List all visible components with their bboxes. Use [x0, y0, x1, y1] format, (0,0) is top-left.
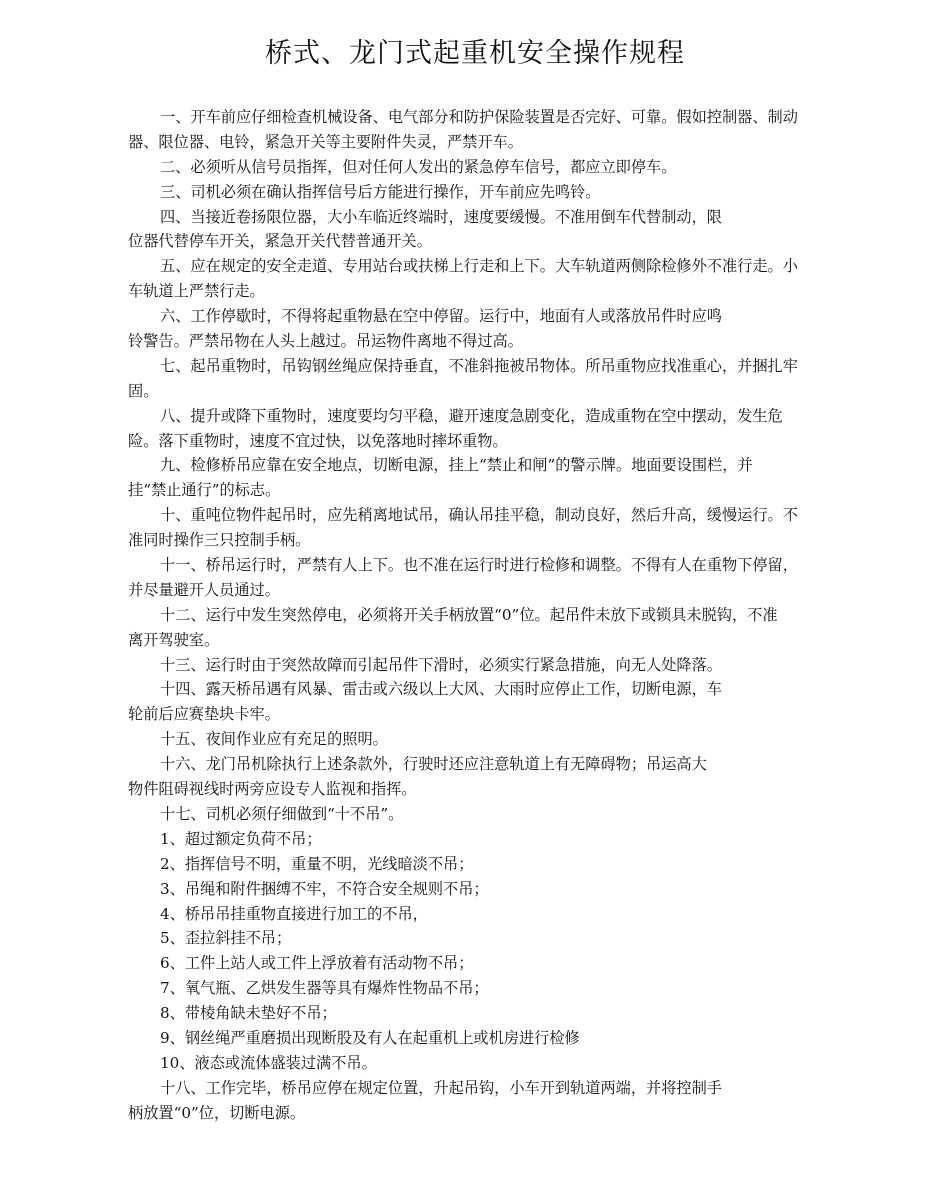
paragraph-line: 一、开车前应仔细检查机械设备、电气部分和防护保险装置是否完好、可靠。假如控制器、制动: [160, 108, 798, 126]
document-body: [128, 105, 908, 1126]
paragraph-line: 车轨道上严禁行走。: [128, 282, 265, 301]
paragraph-line: 四、当接近卷扬限位器，大小车临近终端时，速度要缓慢。不准用倒车代替制动，限: [160, 207, 722, 226]
paragraph-line: 五、应在规定的安全走道、专用站台或扶梯上行走和上下。大车轨道两侧除检修外不准行走。小: [160, 257, 798, 276]
paragraph-line: 八、提升或降下重物时，速度要均匀平稳，避开速度急剧变化，造成重物在空中摆动，发生危: [160, 406, 783, 425]
list-item: 10、液态或流体盛装过满不吊。: [160, 1053, 377, 1072]
paragraph-line: 铃警告。严禁吊物在人头上越过。吊运物件离地不得过高。: [128, 332, 523, 351]
paragraph-line: 器、限位器、电铃，紧急开关等主要附件失灵，严禁开车。: [128, 132, 523, 151]
paragraph-line: 十、重吨位物件起吊时，应先稍离地试吊，确认吊挂平稳，制动良好，然后升高，缓慢运行。不: [160, 506, 798, 525]
list-item: 5、歪拉斜挂不吊；: [160, 929, 292, 948]
paragraph-line: 十二、运行中发生突然停电，必须将开关手柄放置“0”位。起吊件未放下或锁具未脱钩，不准: [160, 605, 778, 624]
paragraph-line: 十四、露天桥吊遇有风暴、雷击或六级以上大风、大雨时应停止工作，切断电源，车: [160, 680, 722, 699]
list-item: 2、指挥信号不明，重量不明，光线暗淡不吊；: [160, 854, 474, 873]
paragraph-line: 十七、司机必须仔细做到“十不吊”。: [160, 804, 404, 823]
paragraph-line: 十三、运行时由于突然故障而引起吊件下滑时，必须实行紧急措施，向无人处降落。: [160, 655, 722, 674]
list-item: 4、桥吊吊挂重物直接进行加工的不吊，: [160, 904, 428, 923]
paragraph-line: 离开驾驶室。: [128, 630, 220, 649]
paragraph-line: 准同时操作三只控制手柄。: [128, 531, 311, 550]
paragraph-line: 十六、龙门吊机除执行上述条款外，行驶时还应注意轨道上有无障碍物；吊运高大: [160, 755, 707, 774]
paragraph-line: 十八、工作完毕，桥吊应停在规定位置，升起吊钩，小车开到轨道两端，并将控制手: [160, 1078, 722, 1097]
list-item: 3、吊绳和附件捆缚不牢，不符合安全规则不吊；: [160, 879, 489, 898]
paragraph-line: 二、必须听从信号员指挥，但对任何人发出的紧急停车信号，都应立即停车。: [160, 157, 677, 176]
paragraph-line: 七、起吊重物时，吊钩钢丝绳应保持垂直，不准斜拖被吊物体。所吊重物应找准重心，并捆扎牢: [160, 356, 798, 375]
paragraph-line: 物件阻碍视线时两旁应设专人监视和指挥。: [128, 780, 417, 799]
paragraph-line: 轮前后应赛垫块卡牢。: [128, 705, 280, 724]
paragraph-line: 三、司机必须在确认指挥信号后方能进行操作，开车前应先鸣铃。: [160, 182, 601, 201]
list-item: 8、带棱角缺未垫好不吊；: [160, 1004, 337, 1023]
paragraph-line: 柄放置“0”位，切断电源。: [128, 1103, 306, 1122]
list-item: 9、钢丝绳严重磨损出现断股及有人在起重机上或机房进行检修: [160, 1028, 580, 1047]
list-item: 1、超过额定负荷不吊；: [160, 829, 322, 848]
paragraph-line: 十五、夜间作业应有充足的照明。: [160, 730, 388, 749]
paragraph-line: 九、检修桥吊应靠在安全地点，切断电源，挂上“禁止和闸”的警示牌。地面要设围栏，并: [160, 456, 753, 475]
paragraph-line: 十一、桥吊运行时，严禁有人上下。也不准在运行时进行检修和调整。不得有人在重物下停留，: [160, 556, 798, 575]
list-item: 6、工件上站人或工件上浮放着有活动物不吊；: [160, 954, 474, 973]
paragraph-line: 险。落下重物时，速度不宜过快，以免落地时摔坏重物。: [128, 431, 508, 450]
paragraph-line: 挂“禁止通行”的标志。: [128, 481, 281, 500]
list-item: 7、氧气瓶、乙烘发生器等具有爆炸性物品不吊；: [160, 979, 489, 998]
paragraph-line: 六、工作停歇时，不得将起重物悬在空中停留。运行中，地面有人或落放吊件时应鸣: [160, 307, 722, 326]
paragraph-line: 位器代替停车开关，紧急开关代替普通开关。: [128, 232, 432, 251]
paragraph-line: 并尽量避开人员通过。: [128, 580, 280, 599]
page-title: 桥式、龙门式起重机安全操作规程: [265, 38, 685, 69]
paragraph-line: 固。: [128, 381, 159, 400]
